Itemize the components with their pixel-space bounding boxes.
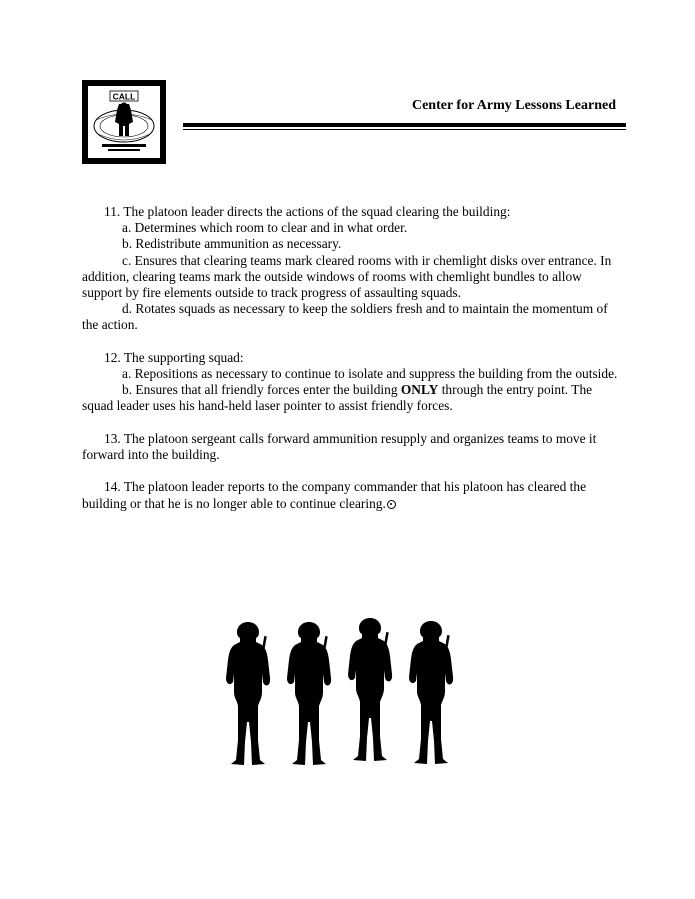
header-rule-thick [183, 123, 626, 127]
header-rule-thin [183, 129, 626, 130]
paragraph-item-12a: a. Repositions as necessary to continue to isolate and suppress the building from the outside. [122, 366, 618, 382]
paragraph-item-12b [82, 382, 620, 414]
paragraph-item-12: 12. The supporting squad: [104, 349, 244, 365]
item-12b-text-end: through the entry point. The squad leader uses his hand-held laser pointer to assist friendly forces. [82, 382, 593, 414]
header-title: Center for Army Lessons Learned [411, 98, 616, 113]
paragraph-item-11a: a. Determines which room to clear and in what order. [122, 220, 408, 236]
soldier-silhouette-4 [409, 621, 453, 764]
paragraph-item-11b: b. Redistribute ammunition as necessary. [122, 236, 342, 252]
paragraph-item-13: 13. The platoon sergeant calls forward ammunition resupply and organizes teams to move it forward into the building. [82, 430, 597, 463]
call-logo-emblem [87, 85, 161, 159]
paragraph-item-11: 11. The platoon leader directs the actions of the squad clearing the building: [104, 204, 511, 219]
end-of-text-icon [387, 500, 396, 509]
soldiers-silhouette [222, 618, 464, 768]
document-body [82, 204, 620, 512]
item-12b-emphasis: ONLY [400, 382, 439, 398]
soldier-silhouette-1 [226, 622, 270, 765]
paragraph-item-14 [82, 479, 620, 511]
soldier-silhouette-3 [348, 618, 392, 761]
soldier-silhouette-2 [287, 622, 331, 765]
item-12b-text-start: b. Ensures that all friendly forces enter the building [122, 382, 401, 398]
item-14-text: 14. The platoon leader reports to the company commander that his platoon has cleared the building or that he is no longer able to continue clearing. [82, 479, 587, 511]
call-logo [82, 80, 166, 164]
paragraph-item-11c: c. Ensures that clearing teams mark cleared rooms with ir chemlight disks over entrance. In addition, clearing teams mark the outside windows of rooms with chemlight bundles to allow support by fire elements outside to track progress of assaulting squads. [82, 252, 612, 301]
call-emblem-graphic [88, 86, 160, 158]
paragraph-item-11d: d. Rotates squads as necessary to keep the soldiers fresh and to maintain the momentum of the action. [82, 301, 608, 333]
logo-text: CALL [112, 91, 136, 102]
